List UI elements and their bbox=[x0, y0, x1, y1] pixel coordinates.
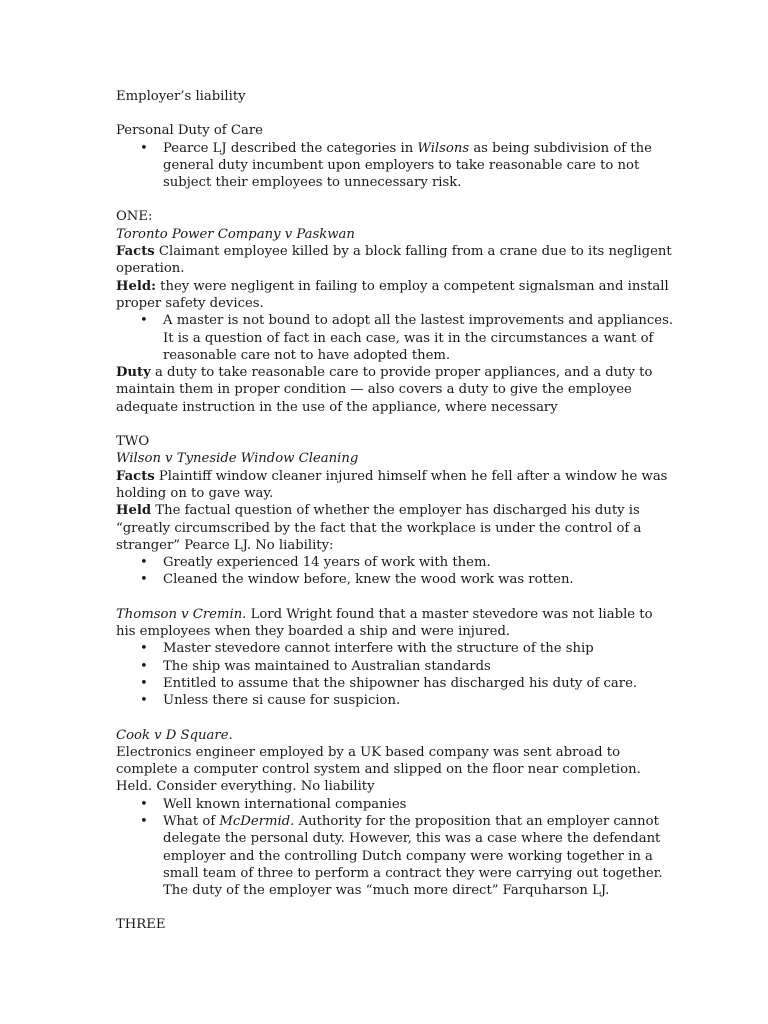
section-heading-three: THREE bbox=[116, 917, 166, 933]
held-paragraph: Held: they were negligent in failing to employ a competent signalsman and install proper safety devices. bbox=[116, 278, 669, 311]
document-body bbox=[116, 88, 676, 934]
thomson-paragraph: Thomson v Cremin. Lord Wright found that a master stevedore was not liable to his employees when they boarded a ship and were injured. bbox=[116, 606, 653, 640]
bullet-list bbox=[116, 796, 676, 900]
list-item: • A master is not bound to adopt all the lastest improvements and appliances. It is a question of fact in each case, was it in the circumstances a want of reasonable care not to have adopted them. bbox=[116, 312, 676, 364]
list-item: • Well known international companies bbox=[116, 796, 676, 813]
bullet-list bbox=[116, 554, 676, 589]
case-name: Cook v D Square. bbox=[116, 727, 233, 743]
section-heading-one: ONE: bbox=[116, 209, 153, 225]
held-paragraph: Held The factual question of whether the employer has discharged his duty is “greatly circumscribed by the fact that the workplace is under the control of a stranger” Pearce LJ. No liability: bbox=[116, 503, 642, 553]
list-item: • What of McDermid. Authority for the proposition that an employer cannot delegate the personal duty. However, this was a case where the defendant employer and the controlling Dutch company were working together in a small team of three to perform a contract they were carrying out together. The duty of the employer was “much more direct” Farquharson LJ. bbox=[116, 813, 676, 899]
cook-paragraph: Electronics engineer employed by a UK based company was sent abroad to complete a computer control system and slipped on the floor near completion. Held. Consider everything. No liability bbox=[116, 744, 641, 795]
list-item: • Cleaned the window before, knew the wood work was rotten. bbox=[116, 571, 676, 588]
list-item: • Greatly experienced 14 years of work with them. bbox=[116, 554, 676, 571]
section-heading-personal-duty: Personal Duty of Care bbox=[116, 123, 263, 139]
bullet-list bbox=[116, 312, 676, 364]
list-item: • Master stevedore cannot interfere with the structure of the ship bbox=[116, 640, 676, 657]
list-item: • Pearce LJ described the categories in Wilsons as being subdivision of the general duty incumbent upon employers to take reasonable care to not subject their employees to unnecessary risk. bbox=[116, 140, 676, 192]
case-name: Thomson v Cremin. bbox=[116, 606, 247, 622]
list-item: • The ship was maintained to Australian standards bbox=[116, 658, 676, 675]
facts-paragraph: Facts Claimant employee killed by a block falling from a crane due to its negligent operation. bbox=[116, 244, 672, 277]
document-title: Employer’s liability bbox=[116, 89, 246, 104]
section-heading-two: TWO bbox=[116, 434, 150, 450]
facts-paragraph: Facts Plaintiff window cleaner injured himself when he fell after a window he was holding on to gave way. bbox=[116, 468, 668, 501]
case-name: Wilsons bbox=[417, 140, 470, 156]
case-name: Toronto Power Company v Paskwan bbox=[116, 226, 355, 242]
list-item: • Unless there si cause for suspicion. bbox=[116, 692, 676, 709]
bullet-list bbox=[116, 140, 676, 192]
list-item: • Entitled to assume that the shipowner has discharged his duty of care. bbox=[116, 675, 676, 692]
case-name: Wilson v Tyneside Window Cleaning bbox=[116, 451, 359, 467]
duty-paragraph: Duty a duty to take reasonable care to provide proper appliances, and a duty to maintain them in proper condition — also covers a duty to give the employee adequate instruction in the use of the appliance, where necessary bbox=[116, 365, 653, 415]
case-name: McDermid. bbox=[219, 813, 295, 829]
bullet-list bbox=[116, 640, 676, 709]
